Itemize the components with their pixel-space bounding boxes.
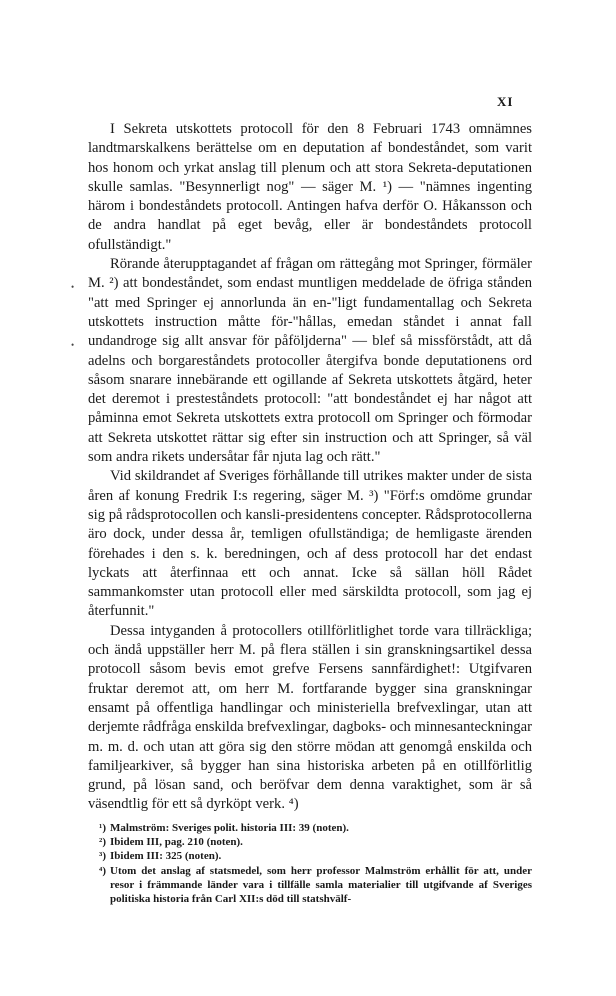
footnote-4 xyxy=(88,864,532,907)
footnote-mark: ²) xyxy=(99,836,106,849)
body-text xyxy=(88,120,532,815)
footnote-2 xyxy=(88,835,532,849)
footnote-text: Ibidem III: 325 (noten). xyxy=(110,850,222,863)
margin-dot: • xyxy=(71,282,75,292)
margin-dot: • xyxy=(71,340,75,350)
footnote-mark: ¹) xyxy=(99,822,106,834)
footnote-1 xyxy=(88,821,532,835)
footnote-text: Utom det anslag af statsmedel, som herr professor Malmström erhållit för att, under resor i främmande länder vara i tillfälle samla materialier till utgifvande af Sveriges politiska historia från Carl XII:s död till statshvälf- xyxy=(110,864,532,906)
footnote-3 xyxy=(88,849,532,863)
paragraph-3: Vid skildrandet af Sveriges förhållande till utrikes makter under de sista åren af konung Fredrik I:s regering, säger M. ³) "Förf:s omdöme grundar sig på rådsprotocollen och kansli-presidentens concepter. Rådsprotocollerna äro dock, under dessa år, temligen ofullständiga; de hemligaste ärenden förehades i den s. k. beredningen, och af dess protocoll har det endast lyckats att återfinnaa ett och annat. Icke så sällan höll Rådet sammankomster utan protocoll eller med särskildta protocoll, som jag ej återfunnit." xyxy=(88,468,532,620)
paragraph-1: I Sekreta utskottets protocoll för den 8 Februari 1743 omnämnes landtmarskalkens berättelse om en deputation af bondeståndet, som varit hos honom och yrkat anslag till plenum och att stora Sekreta-deputationen skulle samlas. "Besynnerligt nog" — säger M. ¹) — "nämnes ingenting härom i bondeståndets protocoll. Antingen hafva derför O. Håkansson och de andra handlat på eget bevåg, eller är bondeståndets protocoll ofullständigt." xyxy=(88,121,532,253)
paragraph-4: Dessa intyganden å protocollers otillförlitlighet torde vara tillräckliga; och ändå uppställer herr M. på flera ställen i sin granskningsartikel dessa protocoll såsom bevis emot grefve Fersens sannfärdighet!: Utgifvaren fruktar deremot att, om herr M. fortfarande bygger sina granskningar ensamt på offentliga handlingar och ministeriella brefvexlingar, utan att derjemte rådfråga enskilda brefvexlingar, dagboks- och minnesanteckningar m. m. d. och utan att göra sig den större mödan att genomgå enskilda och familjearkiver, så bygger han sina historiska arbeten på en otillförlitlig grund, på lösan sand, och beröfvar dem denna varaktighet, som är så väsendtlig för ett så dyrköpt verk. ⁴) xyxy=(88,622,532,813)
footnote-mark: ⁴) xyxy=(99,864,106,877)
footnote-text: Ibidem III, pag. 210 (noten). xyxy=(110,836,243,849)
footnotes xyxy=(88,821,532,906)
page-number: XI xyxy=(497,94,514,109)
footnote-mark: ³) xyxy=(99,850,106,863)
paragraph-2: Rörande återupptagandet af frågan om rättegång mot Springer, förmäler M. ²) att bondeståndet, som endast muntligen meddelade de öfriga stånden "att med Springer ej annorlunda än en-"ligt fundamentallag och Sekreta utskottets instruction måtte för-"hållas, emedan ståndet i annat fall undandroge sig allt ansvar för påföljderna" — blef så missförstådt, att då adelns och borgareståndets protocoller återgifva bonde deputationens ord såsom snarare innebärande ett ogillande af Sekreta utskottets åtgärd, heter det deremot i presteståndets protocoll: "att bondeståndet ej har något att påminna emot Sekreta utskottets extra protocoll om Springer och förmodar att Sekreta utskottet rättar sig efter sin instruction och att Springer, så väl som andra rikets undersåtar får njuta lag och rätt." xyxy=(88,256,532,466)
footnote-text: Malmström: Sveriges polit. historia III: 39 (noten). xyxy=(110,822,349,834)
